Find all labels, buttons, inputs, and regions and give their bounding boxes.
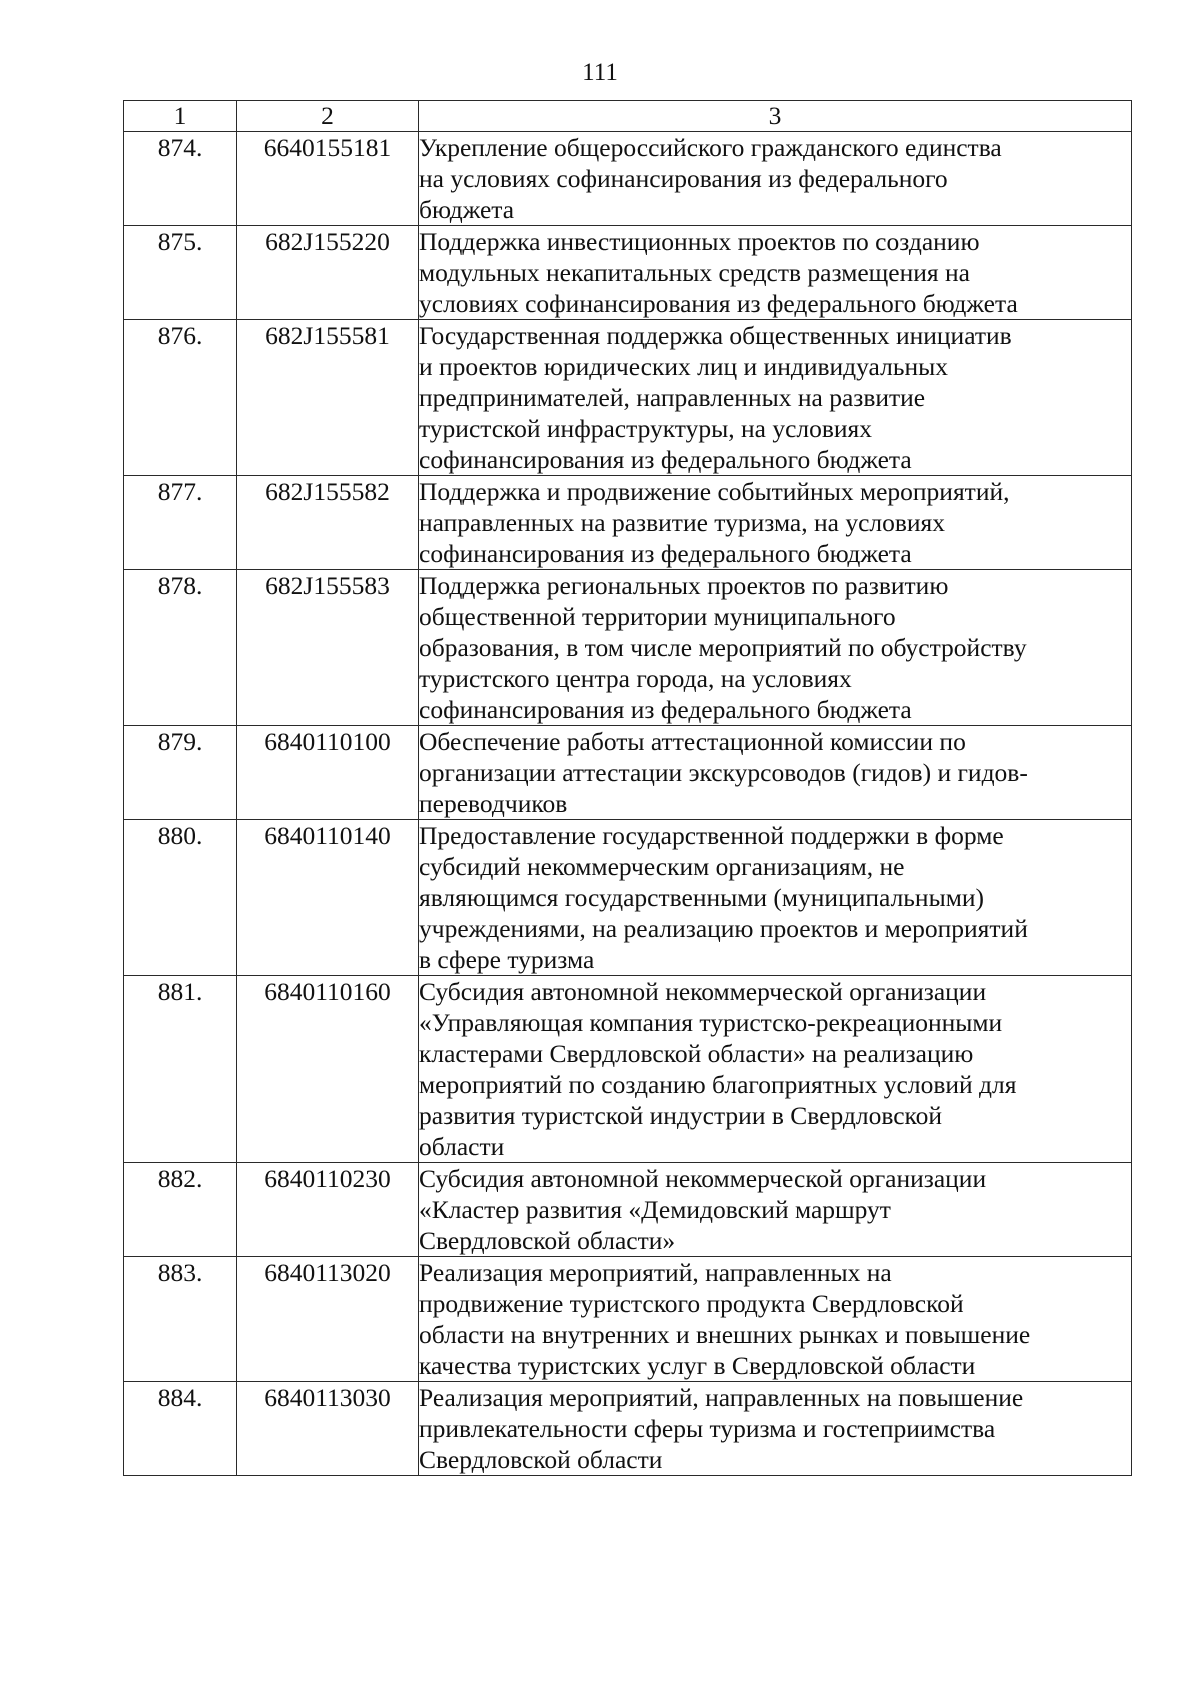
row-number: 884. xyxy=(124,1382,237,1476)
target-article-code: 6840110160 xyxy=(237,976,419,1163)
row-number: 878. xyxy=(124,570,237,726)
row-number: 879. xyxy=(124,726,237,820)
column-header-3: 3 xyxy=(419,101,1132,132)
article-description: Субсидия автономной некоммерческой организации «Кластер развития «Демидовский маршрут Свердловской области» xyxy=(419,1163,1132,1257)
row-number: 880. xyxy=(124,820,237,976)
target-article-code: 6640155181 xyxy=(237,132,419,226)
row-number: 877. xyxy=(124,476,237,570)
header-row xyxy=(124,101,1132,132)
article-description: Поддержка инвестиционных проектов по созданию модульных некапитальных средств размещения на условиях софинансирования из федерального бюджета xyxy=(419,226,1132,320)
target-article-code: 682J155582 xyxy=(237,476,419,570)
target-article-code: 682J155220 xyxy=(237,226,419,320)
table-body xyxy=(124,132,1132,1476)
target-article-code: 6840110230 xyxy=(237,1163,419,1257)
target-article-code: 6840113020 xyxy=(237,1257,419,1382)
row-number: 882. xyxy=(124,1163,237,1257)
table-header xyxy=(124,101,1132,132)
article-description: Реализация мероприятий, направленных на продвижение туристского продукта Свердловской области на внутренних и внешних рынках и повышение качества туристских услуг в Свердловской области xyxy=(419,1257,1132,1382)
table-row xyxy=(124,1163,1132,1257)
table-row xyxy=(124,1257,1132,1382)
table-row xyxy=(124,726,1132,820)
article-description: Реализация мероприятий, направленных на повышение привлекательности сферы туризма и гостеприимства Свердловской области xyxy=(419,1382,1132,1476)
table-row xyxy=(124,976,1132,1163)
article-description: Поддержка и продвижение событийных мероприятий, направленных на развитие туризма, на условиях софинансирования из федерального бюджета xyxy=(419,476,1132,570)
table-row xyxy=(124,132,1132,226)
row-number: 874. xyxy=(124,132,237,226)
table-row xyxy=(124,320,1132,476)
target-article-code: 6840110140 xyxy=(237,820,419,976)
row-number: 883. xyxy=(124,1257,237,1382)
row-number: 881. xyxy=(124,976,237,1163)
target-article-code: 6840110100 xyxy=(237,726,419,820)
article-description: Субсидия автономной некоммерческой организации «Управляющая компания туристско-рекреационными кластерами Свердловской области» на реализацию мероприятий по созданию благоприятных условий для развития туристской индустрии в Свердловской области xyxy=(419,976,1132,1163)
table-row xyxy=(124,476,1132,570)
target-article-code: 682J155583 xyxy=(237,570,419,726)
article-description: Поддержка региональных проектов по развитию общественной территории муниципального образования, в том числе мероприятий по обустройству туристского центра города, на условиях софинансирования из федерального бюджета xyxy=(419,570,1132,726)
page-number: 111 xyxy=(582,59,618,86)
table-row xyxy=(124,570,1132,726)
article-description: Предоставление государственной поддержки в форме субсидий некоммерческим организациям, не являющимся государственными (муниципальными) учреждениями, на реализацию проектов и мероприятий в сфере туризма xyxy=(419,820,1132,976)
target-article-code: 6840113030 xyxy=(237,1382,419,1476)
article-description: Обеспечение работы аттестационной комиссии по организации аттестации экскурсоводов (гидов) и гидов- переводчиков xyxy=(419,726,1132,820)
column-header-2: 2 xyxy=(237,101,419,132)
target-article-code: 682J155581 xyxy=(237,320,419,476)
table-row xyxy=(124,820,1132,976)
article-description: Государственная поддержка общественных инициатив и проектов юридических лиц и индивидуальных предпринимателей, направленных на развитие туристской инфраструктуры, на условиях софинансирования из федерального бюджета xyxy=(419,320,1132,476)
table-row xyxy=(124,1382,1132,1476)
budget-classification-table xyxy=(123,100,1132,1476)
table-row xyxy=(124,226,1132,320)
row-number: 875. xyxy=(124,226,237,320)
row-number: 876. xyxy=(124,320,237,476)
article-description: Укрепление общероссийского гражданского единства на условиях софинансирования из федерального бюджета xyxy=(419,132,1132,226)
column-header-1: 1 xyxy=(124,101,237,132)
